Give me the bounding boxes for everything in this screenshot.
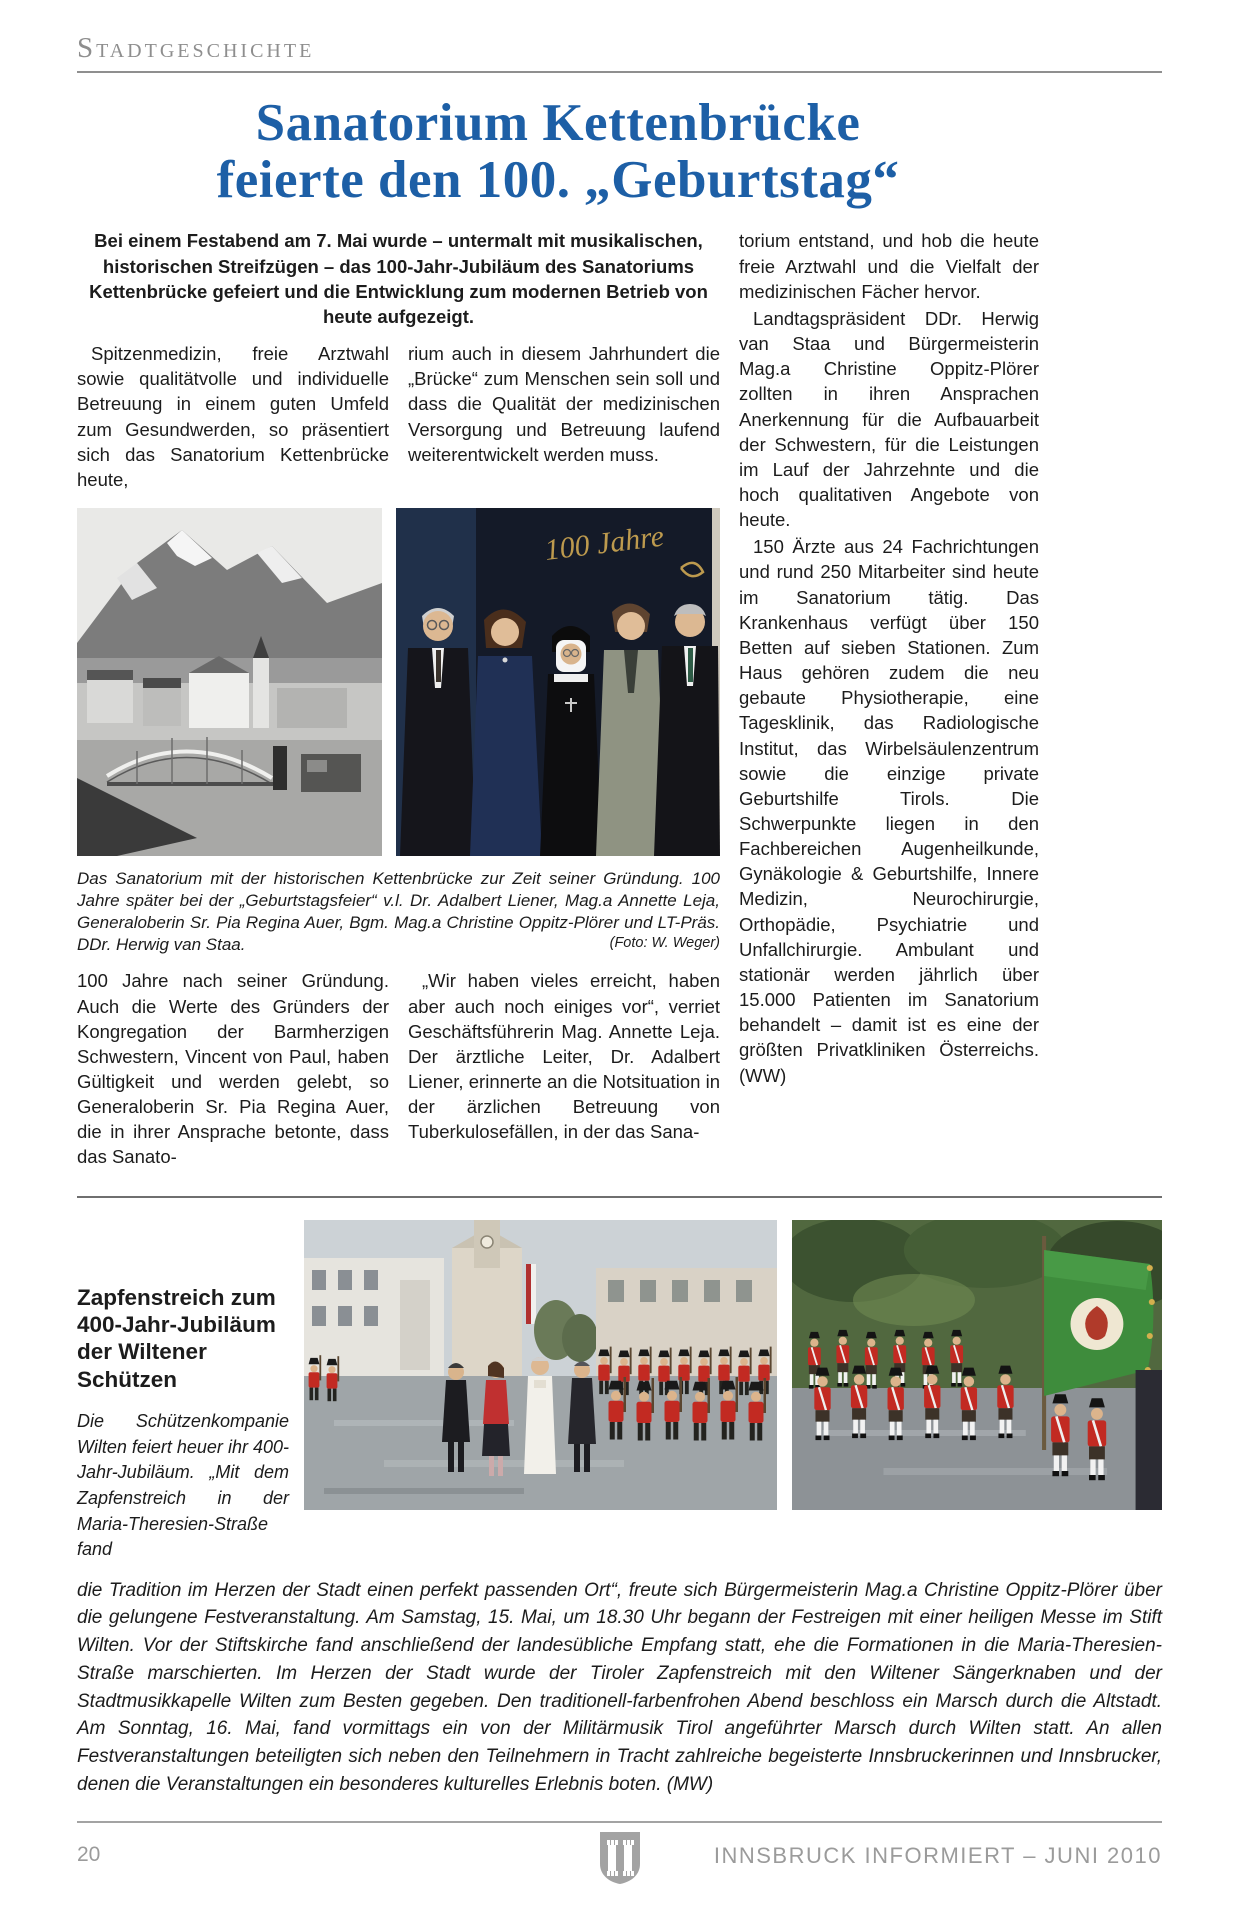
photo-marching-band	[792, 1220, 1162, 1510]
article-title-line1: Sanatorium Kettenbrücke	[255, 94, 861, 152]
paragraph: rium auch in diesem Jahrhundert die „Brücke“ zum Menschen sein soll und dass die Qualität der medizinischen Versorgung und Betreuung laufend weiterentwickelt werden muss.	[408, 343, 720, 465]
innsbruck-crest-logo	[599, 1831, 641, 1890]
crest-shield-icon	[599, 1831, 641, 1885]
photo-caption	[77, 868, 720, 956]
band-photo-art	[792, 1220, 1162, 1510]
photo-zapfenstreich-parade	[304, 1220, 777, 1510]
magazine-title: INNSBRUCK INFORMIERT – JUNI 2010	[713, 1842, 1162, 1868]
paragraph: 150 Ärzte aus 24 Fachrichtungen und rund 250 Mitarbeiter sind heute im Sanatorium tätig. Das Krankenhaus verfügt über 150 Betten auf sieben Stationen. Zum Haus gehören zudem die neu gebaute Physiotherapie, eine Tagesklinik, das Radiologische Institut, das Wirbelsäulenzentrum sowie die einzige private Geburtshilfe Tirols. Die Schwerpunkte liegen in den Fachbereichen Augenheilkunde, Gynäkologie & Geburtshilfe, Innere Medizin, Neurochirurgie, Orthopädie, Psychiatrie und Unfallchirurgie. Ambulant und stationär werden jährlich über 15.000 Patienten im Sanatorium behandelt – damit ist es eine der größten Privatkliniken Österreichs. (WW)	[739, 536, 1039, 1086]
bottom-section	[77, 1220, 1162, 1563]
article-body	[77, 228, 1039, 1169]
caption-text: Das Sanatorium mit der historischen Kettenbrücke zur Zeit seiner Gründung. 100 Jahre später bei der „Geburtstagsfeier“ v.l. Dr. Adalbert Liener, Mag.a Annette Leja, Generaloberin Sr. Pia Regina Auer, Bgm. Mag.a Christine Oppitz-Plörer und LT-Präs. DDr. Herwig van Staa.	[77, 868, 720, 955]
article-title	[77, 95, 1039, 208]
historic-photo-art	[77, 508, 382, 856]
paragraph: 100 Jahre nach seiner Gründung. Auch die Werte des Gründers der Kongregation der Barmherzigen Schwestern, Vincent von Paul, haben Gültigkeit und werden gelebt, so Generaloberin Sr. Pia Regina Auer, die in ihrer Ansprache betonte, dass das Sanato-	[77, 970, 389, 1168]
paragraph: Spitzenmedizin, freie Arztwahl sowie qualitätvolle und individuelle Betreuung in einem guten Umfeld zum Gesundwerden, so präsentiert sich das Sanatorium Kettenbrücke heute,	[77, 343, 389, 490]
bottom-text-column	[77, 1220, 289, 1563]
bottom-intro: Die Schützenkompanie Wilten feiert heuer ihr 400-Jahr-Jubiläum. „Mit dem Zapfenstreich in der Maria-Theresien-Straße fand	[77, 1411, 289, 1560]
column-right	[739, 228, 1039, 1169]
photo-sanatorium-historic	[77, 508, 382, 856]
paragraph: Landtagspräsident DDr. Herwig van Staa und Bürgermeisterin Mag.a Christine Oppitz-Plörer zollten in ihren Ansprachen Anerkennung für die Aufbauarbeit der Schwestern, für die Leistungen im Lauf der Jahrzehnte und die hoch qualitativen Angebote von heute.	[739, 307, 1039, 531]
lead-paragraph: Bei einem Festabend am 7. Mai wurde – untermalt mit musikalischen, historischen Streifzügen – das 100-Jahr-Jubiläum des Sanatoriums Kettenbrücke gefeiert und die Entwicklung zum modernen Betrieb von heute aufgezeigt.	[89, 230, 708, 327]
header-rule	[77, 71, 1162, 73]
footer-rule	[77, 1821, 1162, 1823]
bottom-body-paragraph: die Tradition im Herzen der Stadt einen perfekt passenden Ort“, freute sich Bürgermeisterin Mag.a Christine Oppitz-Plörer über die gelungene Festveranstaltung. Am Samstag, 15. Mai, um 18.30 Uhr begann der Festreigen mit einer heiligen Messe im Stift Wilten. Vor der Stiftskirche fand anschließend der landesübliche Empfang statt, ehe die Formationen in die Maria-Theresien-Straße marschierten. Im Herzen der Stadt wurde der Tiroler Zapfenstreich mit den Wiltener Sängerknaben und der Stadtmusikkapelle Wilten zum Besten gegeben. Den traditionell-farbenfrohen Abend beschloss ein Marsch durch die Altstadt. Am Sonntag, 16. Mai, fand vormittags ein von der Militärmusik Tirol angeführter Marsch durch Wilten statt. An allen Festveranstaltungen beteiligten sich neben den Teilnehmern in Tracht zahlreiche begeisterte Innsbruckerinnen und Innsbrucker, denen die Veranstaltungen ein besonderes kulturelles Erlebnis boten. (MW)	[77, 1579, 1162, 1795]
bottom-heading: Zapfenstreich zum 400-Jahr-Jubiläum der Wiltener Schützen	[77, 1284, 276, 1392]
section-header	[77, 34, 1162, 73]
photo-band	[77, 508, 720, 856]
photo-script-overlay: 100 Jahre	[542, 519, 666, 567]
article-title-line2: feierte den 100. „Geburtstag“	[216, 150, 900, 209]
paragraph: „Wir haben vieles erreicht, haben aber auch noch einiges vor“, verriet Geschäftsführerin Mag. Annette Leja. Der ärztliche Leiter, Dr. Adalbert Liener, erinnerte an die Notsituation in der ärzlichen Betreuung von Tuberkulosefällen, in der das Sana-	[408, 970, 720, 1143]
photo-anniversary-group	[396, 508, 720, 856]
photo-credit: (Foto: W. Weger)	[609, 935, 720, 952]
parade-photo-art	[304, 1220, 777, 1510]
section-label: Stadtgeschichte	[77, 32, 315, 64]
paragraph: torium entstand, und hob die heute freie Arztwahl und die Vielfalt der medizinischen Fächer hervor.	[739, 230, 1039, 302]
magazine-page	[77, 0, 1162, 1913]
celebration-photo-art	[396, 508, 720, 856]
page-footer	[77, 1831, 1162, 1913]
page-number: 20	[77, 1842, 101, 1866]
section-divider	[77, 1196, 1162, 1198]
